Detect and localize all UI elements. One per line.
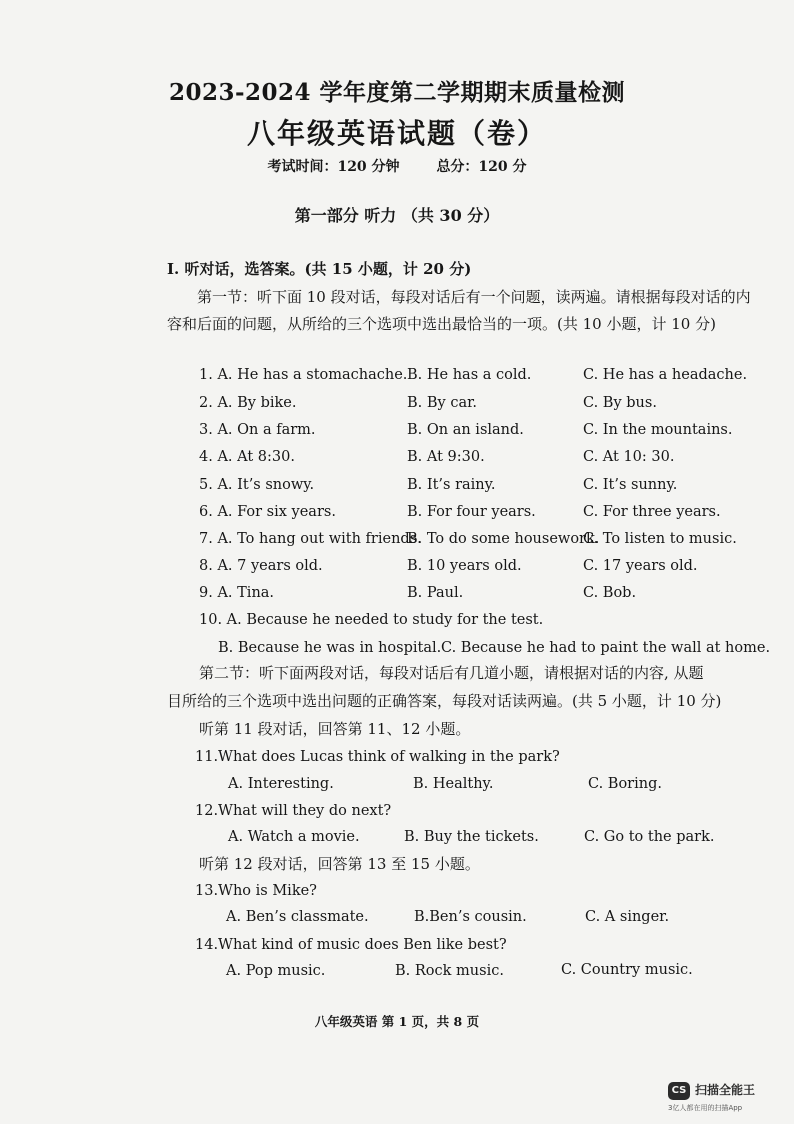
q6-option-c: C. For three years. <box>583 504 721 520</box>
q1-option-a: 1. A. He has a stomachache. <box>199 367 408 383</box>
q2-option-a: 2. A. By bike. <box>199 395 297 411</box>
watermark-tagline: 3亿人都在用的扫描App <box>668 1104 743 1112</box>
q14-option-a: A. Pop music. <box>226 963 326 979</box>
q13-option-a: A. Ben’s classmate. <box>226 909 369 925</box>
q8-option-c: C. 17 years old. <box>583 558 698 574</box>
scanner-watermark <box>668 1080 776 1114</box>
q1-option-c: C. He has a headache. <box>583 367 748 383</box>
q3-option-a: 3. A. On a farm. <box>199 422 316 438</box>
q8-option-b: B. 10 years old. <box>407 558 522 574</box>
q11-option-a: A. Interesting. <box>228 776 334 792</box>
q12-option-a: A. Watch a movie. <box>228 829 360 845</box>
q1-option-b: B. He has a cold. <box>407 367 532 383</box>
q12-stem: 12.What will they do next? <box>195 803 392 819</box>
q12-option-b: B. Buy the tickets. <box>404 829 539 845</box>
q7-option-a: 7. A. To hang out with friends. <box>199 531 422 547</box>
part-title: 第一部分 听力 （共 30 分） <box>294 206 500 225</box>
q2-option-c: C. By bus. <box>583 395 657 411</box>
q11-option-b: B. Healthy. <box>413 776 494 792</box>
q13-option-c: C. A singer. <box>585 909 670 925</box>
q4-option-c: C. At 10: 30. <box>583 449 675 465</box>
q12-option-c: C. Go to the park. <box>584 829 715 845</box>
q4-option-b: B. At 9:30. <box>407 449 485 465</box>
page-footer: 八年级英语 第 1 页，共 8 页 <box>314 1014 480 1029</box>
subsection2-instructions-line1: 第二节：听下面两段对话，每段对话后有几道小题，请根据对话的内容, 从题 <box>199 664 704 682</box>
q11-option-c: C. Boring. <box>588 776 662 792</box>
dialogue12-intro: 听第 12 段对话，回答第 13 至 15 小题。 <box>199 855 480 873</box>
section-heading: I. 听对话，选答案。(共 15 小题，计 20 分) <box>167 260 472 278</box>
total-score: 总分：120 分 <box>436 159 527 175</box>
q3-option-b: B. On an island. <box>407 422 524 438</box>
dialogue11-intro: 听第 11 段对话，回答第 11、12 小题。 <box>199 720 471 738</box>
q5-option-b: B. It’s rainy. <box>407 477 496 493</box>
q6-option-b: B. For four years. <box>407 504 536 520</box>
q14-option-b: B. Rock music. <box>395 963 504 979</box>
q14-stem: 14.What kind of music does Ben like best? <box>195 937 507 953</box>
q10-option-b: B. Because he was in hospital. <box>218 640 442 656</box>
camscanner-logo-icon: CS <box>668 1082 690 1100</box>
q11-stem: 11.What does Lucas think of walking in the park? <box>195 749 560 765</box>
q6-option-a: 6. A. For six years. <box>199 504 336 520</box>
exam-subtitle: 八年级英语试题（卷） <box>246 117 547 150</box>
q3-option-c: C. In the mountains. <box>583 422 733 438</box>
exam-title: 2023-2024 学年度第二学期期末质量检测 <box>168 79 626 106</box>
q5-option-c: C. It’s sunny. <box>583 477 678 493</box>
q14-option-c: C. Country music. <box>561 962 693 978</box>
subsection1-instructions: 第一节：听下面 10 段对话，每段对话后有一个问题，读两遍。请根据每段对话的内容和后面的问题，从所给的三个选项中选出最恰当的一项。(共 10 小题，计 10 分) <box>167 288 751 333</box>
q13-option-b: B.Ben’s cousin. <box>414 909 527 925</box>
q4-option-a: 4. A. At 8:30. <box>199 449 295 465</box>
q8-option-a: 8. A. 7 years old. <box>199 558 323 574</box>
q7-option-b: B. To do some housework. <box>407 531 600 547</box>
exam-info <box>0 156 794 176</box>
exam-time: 考试时间：120 分钟 <box>267 159 400 175</box>
q13-stem: 13.Who is Mike? <box>195 883 317 899</box>
q9-option-b: B. Paul. <box>407 585 464 601</box>
q9-option-a: 9. A. Tina. <box>199 585 275 601</box>
q10-option-a: 10. A. Because he needed to study for the test. <box>199 612 544 628</box>
watermark-name: 扫描全能王 <box>695 1083 756 1097</box>
q9-option-c: C. Bob. <box>583 585 637 601</box>
subsection2-instructions-line2: 目所给的三个选项中选出问题的正确答案，每段对话读两遍。(共 5 小题，计 10 分) <box>167 692 722 710</box>
q5-option-a: 5. A. It’s snowy. <box>199 477 315 493</box>
q10-option-c: C. Because he had to paint the wall at home. <box>441 640 771 656</box>
q7-option-c: C. To listen to music. <box>583 531 737 547</box>
q2-option-b: B. By car. <box>407 395 478 411</box>
